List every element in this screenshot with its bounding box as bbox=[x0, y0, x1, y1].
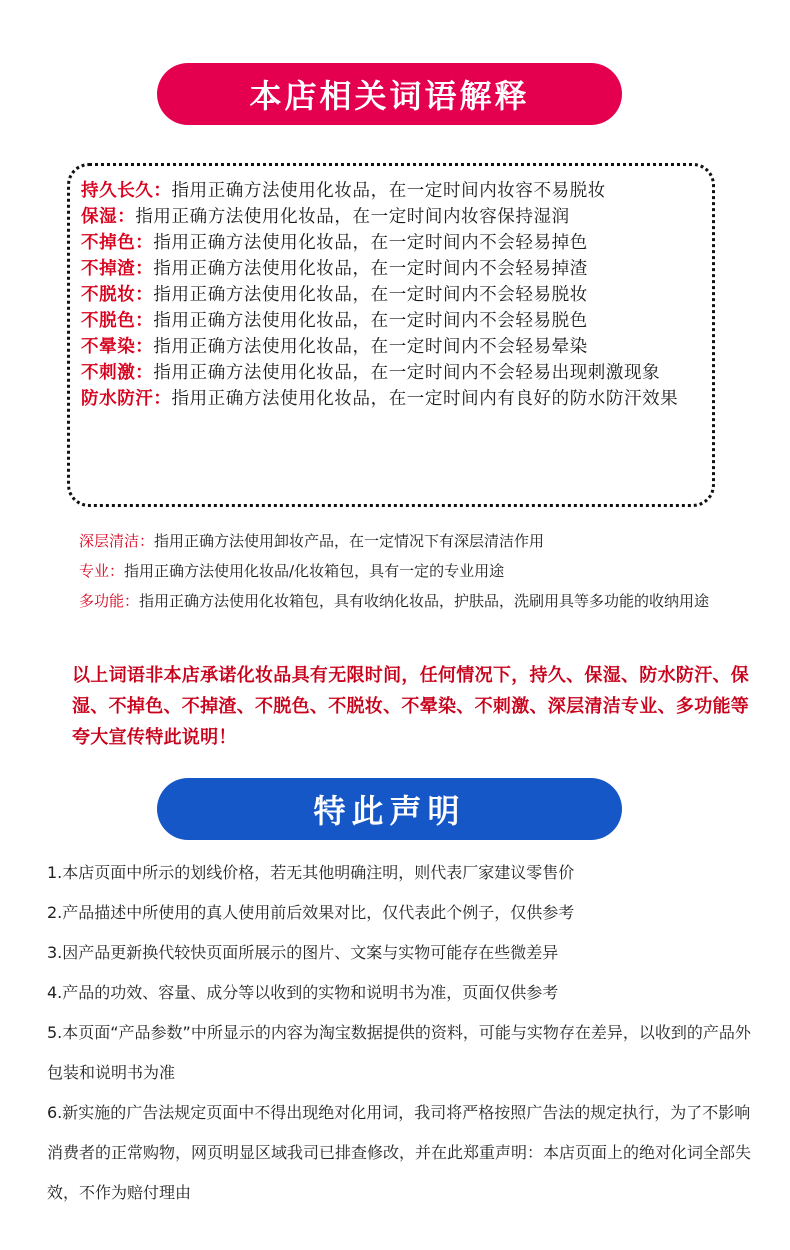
term-definition: 指用正确方法使用化妆品，在一定时间内不会轻易掉渣 bbox=[153, 259, 588, 279]
term-definition: 指用正确方法使用化妆品，在一定时间内妆容保持湿润 bbox=[135, 207, 570, 227]
section-title-statement: 特此声明 bbox=[157, 778, 622, 840]
term-item bbox=[81, 204, 706, 230]
statement-item: 6.新实施的广告法规定页面中不得出现绝对化用词，我司将严格按照广告法的规定执行，为了不影响消费者的正常购物，网页明显区域我司已排查修改，并在此郑重声明：本店页面上的绝对化词全部失效，不作为赔付理由 bbox=[47, 1103, 752, 1202]
term-definition: 指用正确方法使用化妆品，在一定时间内有良好的防水防汗效果 bbox=[171, 389, 679, 409]
term-label: 防水防汗： bbox=[81, 389, 172, 409]
statement-item: 1.本店页面中所示的划线价格，若无其他明确注明，则代表厂家建议零售价 bbox=[47, 863, 575, 882]
term-item bbox=[81, 308, 706, 334]
term-label: 不脱妆： bbox=[81, 285, 154, 305]
term-definition: 指用正确方法使用化妆品，在一定时间内不会轻易出现刺激现象 bbox=[153, 363, 661, 383]
term-definition: 指用正确方法使用化妆品，在一定时间内不会轻易掉色 bbox=[153, 233, 588, 253]
section-title-terms: 本店相关词语解释 bbox=[157, 63, 622, 125]
term-definition: 指用正确方法使用化妆品，在一定时间内妆容不易脱妆 bbox=[171, 181, 606, 201]
terms-list bbox=[81, 178, 706, 412]
term-item bbox=[81, 360, 706, 386]
term-definition: 指用正确方法使用化妆品，在一定时间内不会轻易脱色 bbox=[153, 311, 588, 331]
term-item bbox=[81, 386, 706, 412]
statement-list bbox=[47, 853, 757, 1213]
extra-term-item bbox=[79, 556, 749, 586]
term-label: 专业： bbox=[79, 562, 125, 580]
disclaimer-warning: 以上词语非本店承诺化妆品具有无限时间，任何情况下，持久、保湿、防水防汗、保湿、不掉色、不掉渣、不脱色、不脱妆、不晕染、不刺激、深层清洁专业、多功能等夸大宣传特此说明！ bbox=[72, 665, 750, 748]
term-definition: 指用正确方法使用卸妆产品，在一定情况下有深层清洁作用 bbox=[154, 532, 545, 550]
term-item bbox=[81, 282, 706, 308]
term-label: 不掉色： bbox=[81, 233, 154, 253]
term-label: 不刺激： bbox=[81, 363, 154, 383]
term-definition: 指用正确方法使用化妆箱包，具有收纳化妆品，护肤品，洗刷用具等多功能的收纳用途 bbox=[139, 592, 710, 610]
term-label: 深层清洁： bbox=[79, 532, 155, 550]
term-label: 不晕染： bbox=[81, 337, 154, 357]
extra-term-item bbox=[79, 586, 749, 616]
term-item bbox=[81, 256, 706, 282]
extra-terms-list bbox=[79, 526, 749, 616]
term-item bbox=[81, 230, 706, 256]
extra-term-item bbox=[79, 526, 749, 556]
term-item bbox=[81, 334, 706, 360]
statement-item: 2.产品描述中所使用的真人使用前后效果对比，仅代表此个例子，仅供参考 bbox=[47, 903, 575, 922]
statement-item: 3.因产品更新换代较快页面所展示的图片、文案与实物可能存在些微差异 bbox=[47, 943, 559, 962]
term-label: 不掉渣： bbox=[81, 259, 154, 279]
term-label: 保湿： bbox=[81, 207, 136, 227]
term-label: 不脱色： bbox=[81, 311, 154, 331]
term-definition: 指用正确方法使用化妆品，在一定时间内不会轻易脱妆 bbox=[153, 285, 588, 305]
term-definition: 指用正确方法使用化妆品/化妆箱包，具有一定的专业用途 bbox=[124, 562, 505, 580]
term-definition: 指用正确方法使用化妆品，在一定时间内不会轻易晕染 bbox=[153, 337, 588, 357]
statement-item: 4.产品的功效、容量、成分等以收到的实物和说明书为准，页面仅供参考 bbox=[47, 983, 559, 1002]
statement-item: 5.本页面“产品参数”中所显示的内容为淘宝数据提供的资料，可能与实物存在差异，以收到的产品外包装和说明书为准 bbox=[47, 1023, 751, 1082]
term-item bbox=[81, 178, 706, 204]
term-label: 多功能： bbox=[79, 592, 140, 610]
term-label: 持久长久： bbox=[81, 181, 172, 201]
